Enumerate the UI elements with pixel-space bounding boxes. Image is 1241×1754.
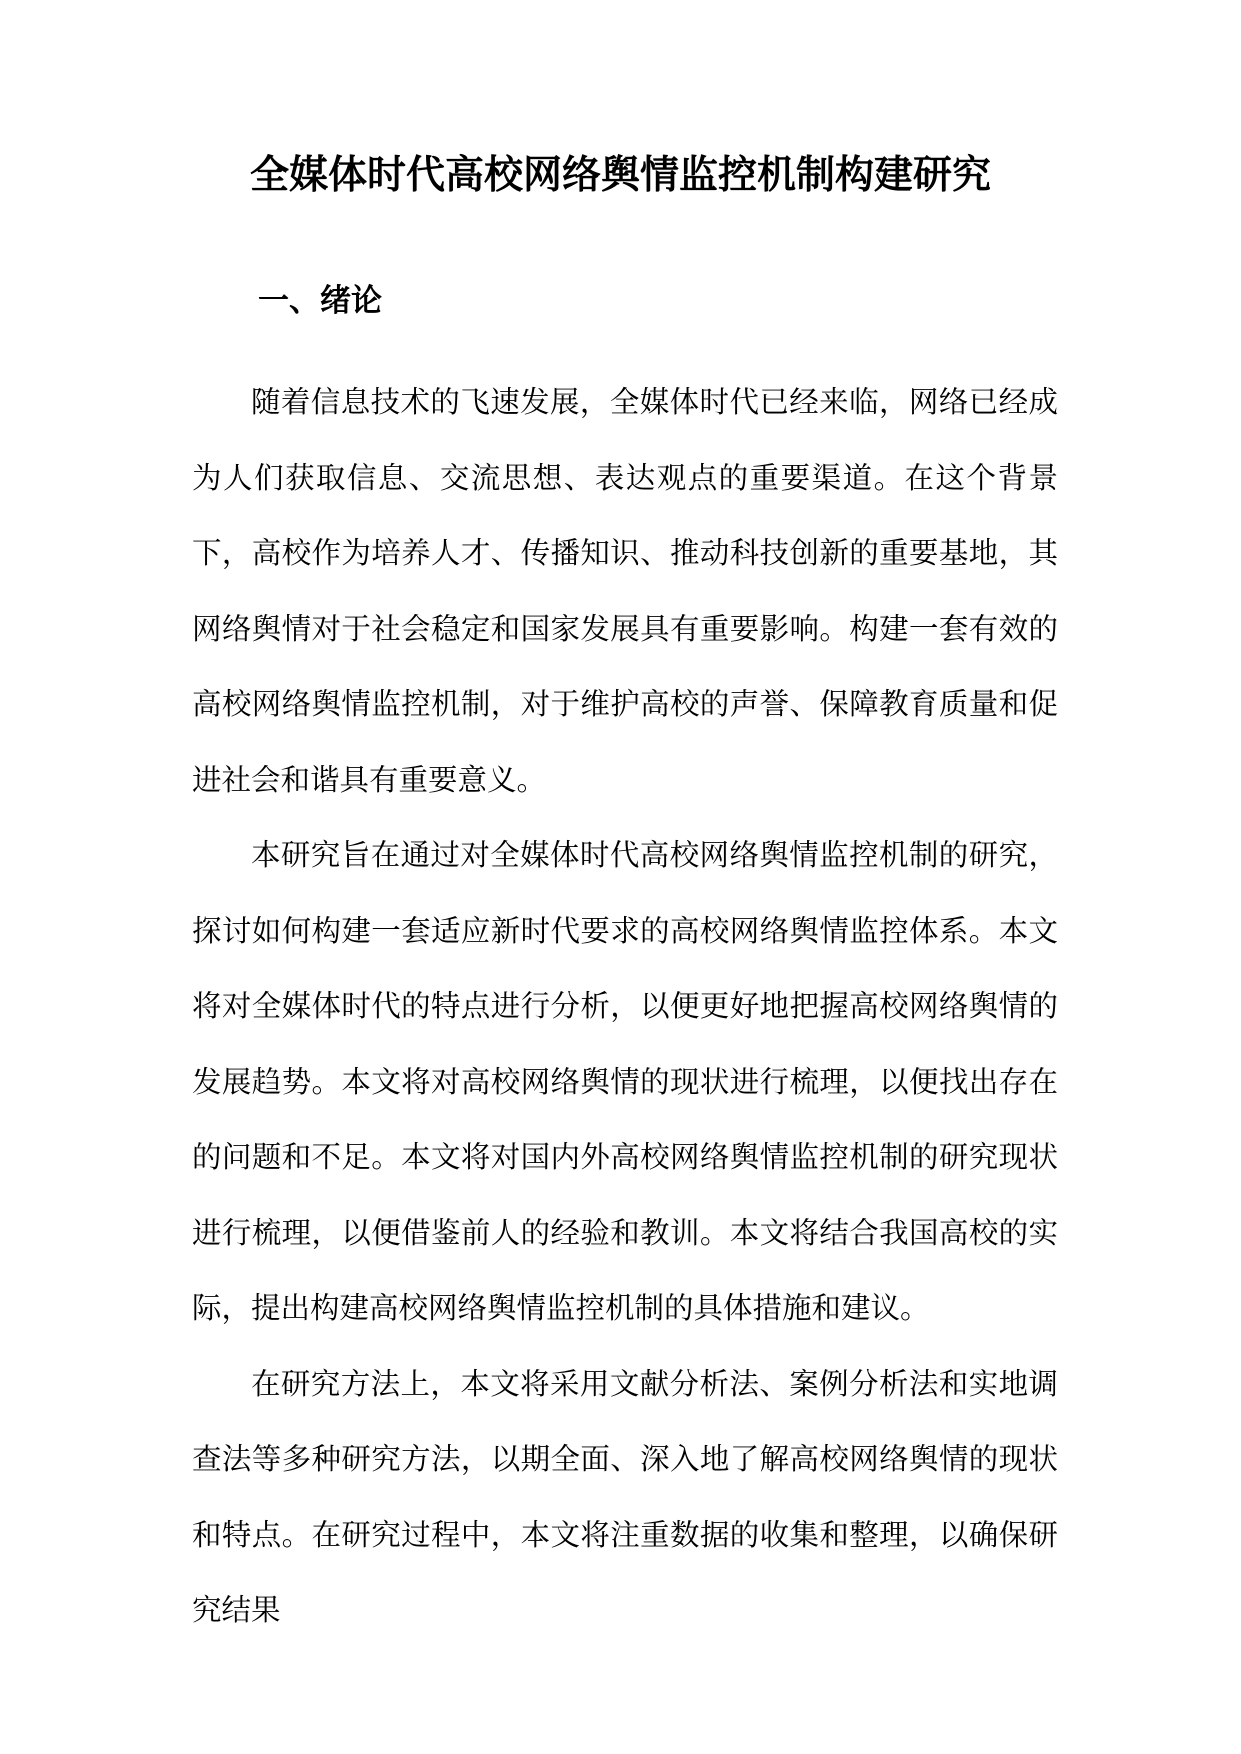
document-title: 全媒体时代高校网络舆情监控机制构建研究 bbox=[249, 153, 991, 198]
paragraph-3: 在研究方法上，本文将采用文献分析法、案例分析法和实地调查法等多种研究方法，以期全面、深入地了解高校网络舆情的现状和特点。在研究过程中，本文将注重数据的收集和整理，以确保研究结果 bbox=[192, 1366, 1058, 1627]
paragraph-2: 本研究旨在通过对全媒体时代高校网络舆情监控机制的研究，探讨如何构建一套适应新时代要求的高校网络舆情监控体系。本文将对全媒体时代的特点进行分析，以便更好地把握高校网络舆情的发展趋势。本文将对高校网络舆情的现状进行梳理，以便找出存在的问题和不足。本文将对国内外高校网络舆情监控机制的研究现状进行梳理，以便借鉴前人的经验和教训。本文将结合我国高校的实际，提出构建高校网络舆情监控机制的具体措施和建议。 bbox=[192, 838, 1058, 1325]
body-text bbox=[192, 365, 1058, 1649]
paragraph-1: 随着信息技术的飞速发展，全媒体时代已经来临，网络已经成为人们获取信息、交流思想、表达观点的重要渠道。在这个背景下，高校作为培养人才、传播知识、推动科技创新的重要基地，其网络舆情对于社会稳定和国家发展具有重要影响。构建一套有效的高校网络舆情监控机制，对于维护高校的声誉、保障教育质量和促进社会和谐具有重要意义。 bbox=[192, 385, 1058, 797]
section-heading: 一、绪论 bbox=[258, 283, 382, 319]
